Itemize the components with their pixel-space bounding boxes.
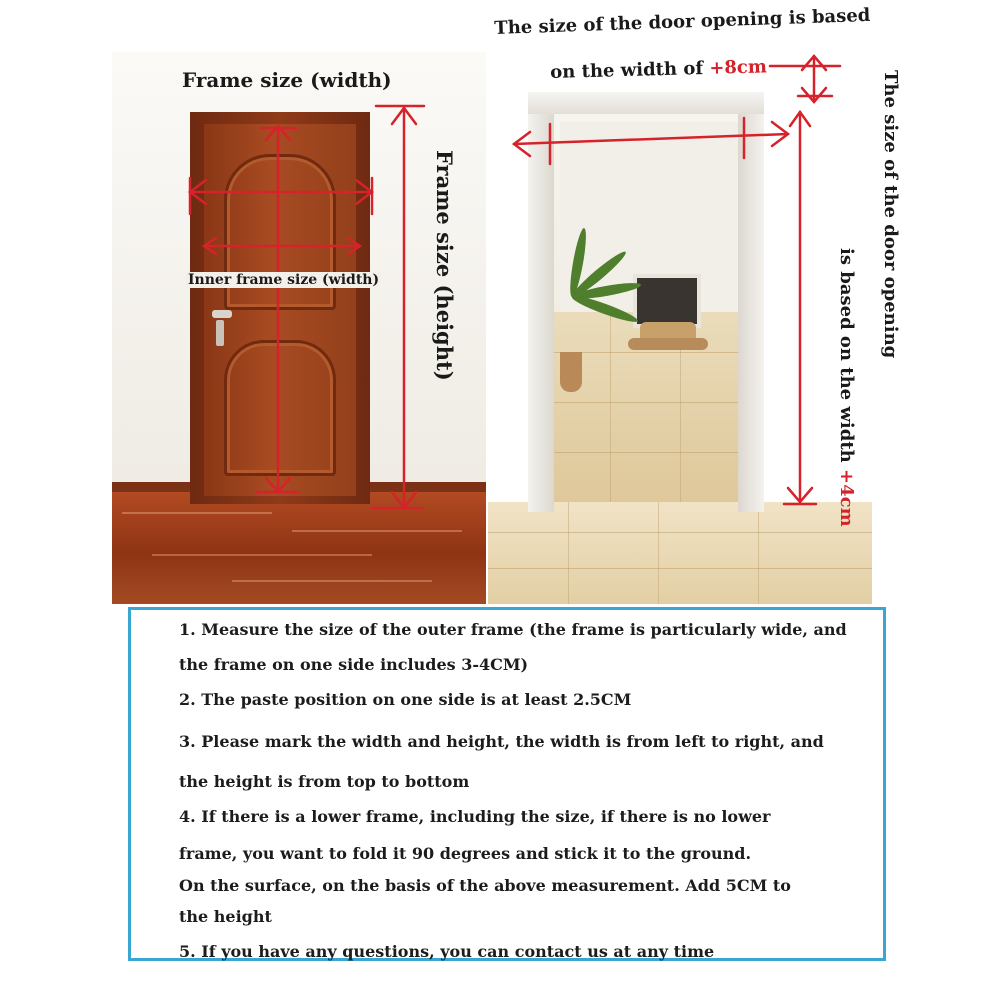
opening-height-note-text: is based on the width	[836, 248, 857, 469]
opening-height-note-line2	[836, 248, 857, 527]
frame-width-label: Frame size (width)	[182, 68, 392, 92]
opening-width-note-text: on the width of	[550, 57, 710, 83]
instruction-line: On the surface, on the basis of the above measurement. Add 5CM to	[179, 876, 791, 895]
inner-height-arrow	[256, 126, 298, 492]
instruction-line: frame, you want to fold it 90 degrees and stick it to the ground.	[179, 844, 752, 863]
opening-width-note-line1: The size of the door opening is based	[494, 4, 871, 39]
instruction-line: the height	[179, 907, 272, 926]
instruction-line: the frame on one side includes 3-4CM)	[179, 655, 529, 674]
opening-height-note-line1: The size of the door opening	[880, 70, 901, 359]
opening-height-arrow	[770, 56, 840, 504]
frame-width-arrow	[190, 178, 372, 214]
frame-height-label: Frame size (height)	[432, 150, 457, 381]
instruction-line: 1. Measure the size of the outer frame (the frame is particularly wide, and	[179, 620, 847, 639]
instructions-box	[128, 607, 886, 961]
instruction-line: 3. Please mark the width and height, the width is from left to right, and	[179, 732, 824, 751]
instruction-line: the height is from top to bottom	[179, 772, 470, 791]
opening-width-increment: +8cm	[709, 56, 768, 79]
inner-frame-width-label: Inner frame size (width)	[188, 272, 380, 288]
inner-width-arrow	[204, 238, 360, 254]
instruction-line: 2. The paste position on one side is at least 2.5CM	[179, 690, 632, 709]
frame-height-arrow	[372, 106, 424, 508]
opening-width-arrow	[514, 118, 788, 164]
instruction-line: 5. If you have any questions, you can contact us at any time	[179, 942, 715, 961]
instruction-line: 4. If there is a lower frame, including the size, if there is no lower	[179, 807, 771, 826]
opening-height-increment: +4cm	[836, 469, 857, 527]
